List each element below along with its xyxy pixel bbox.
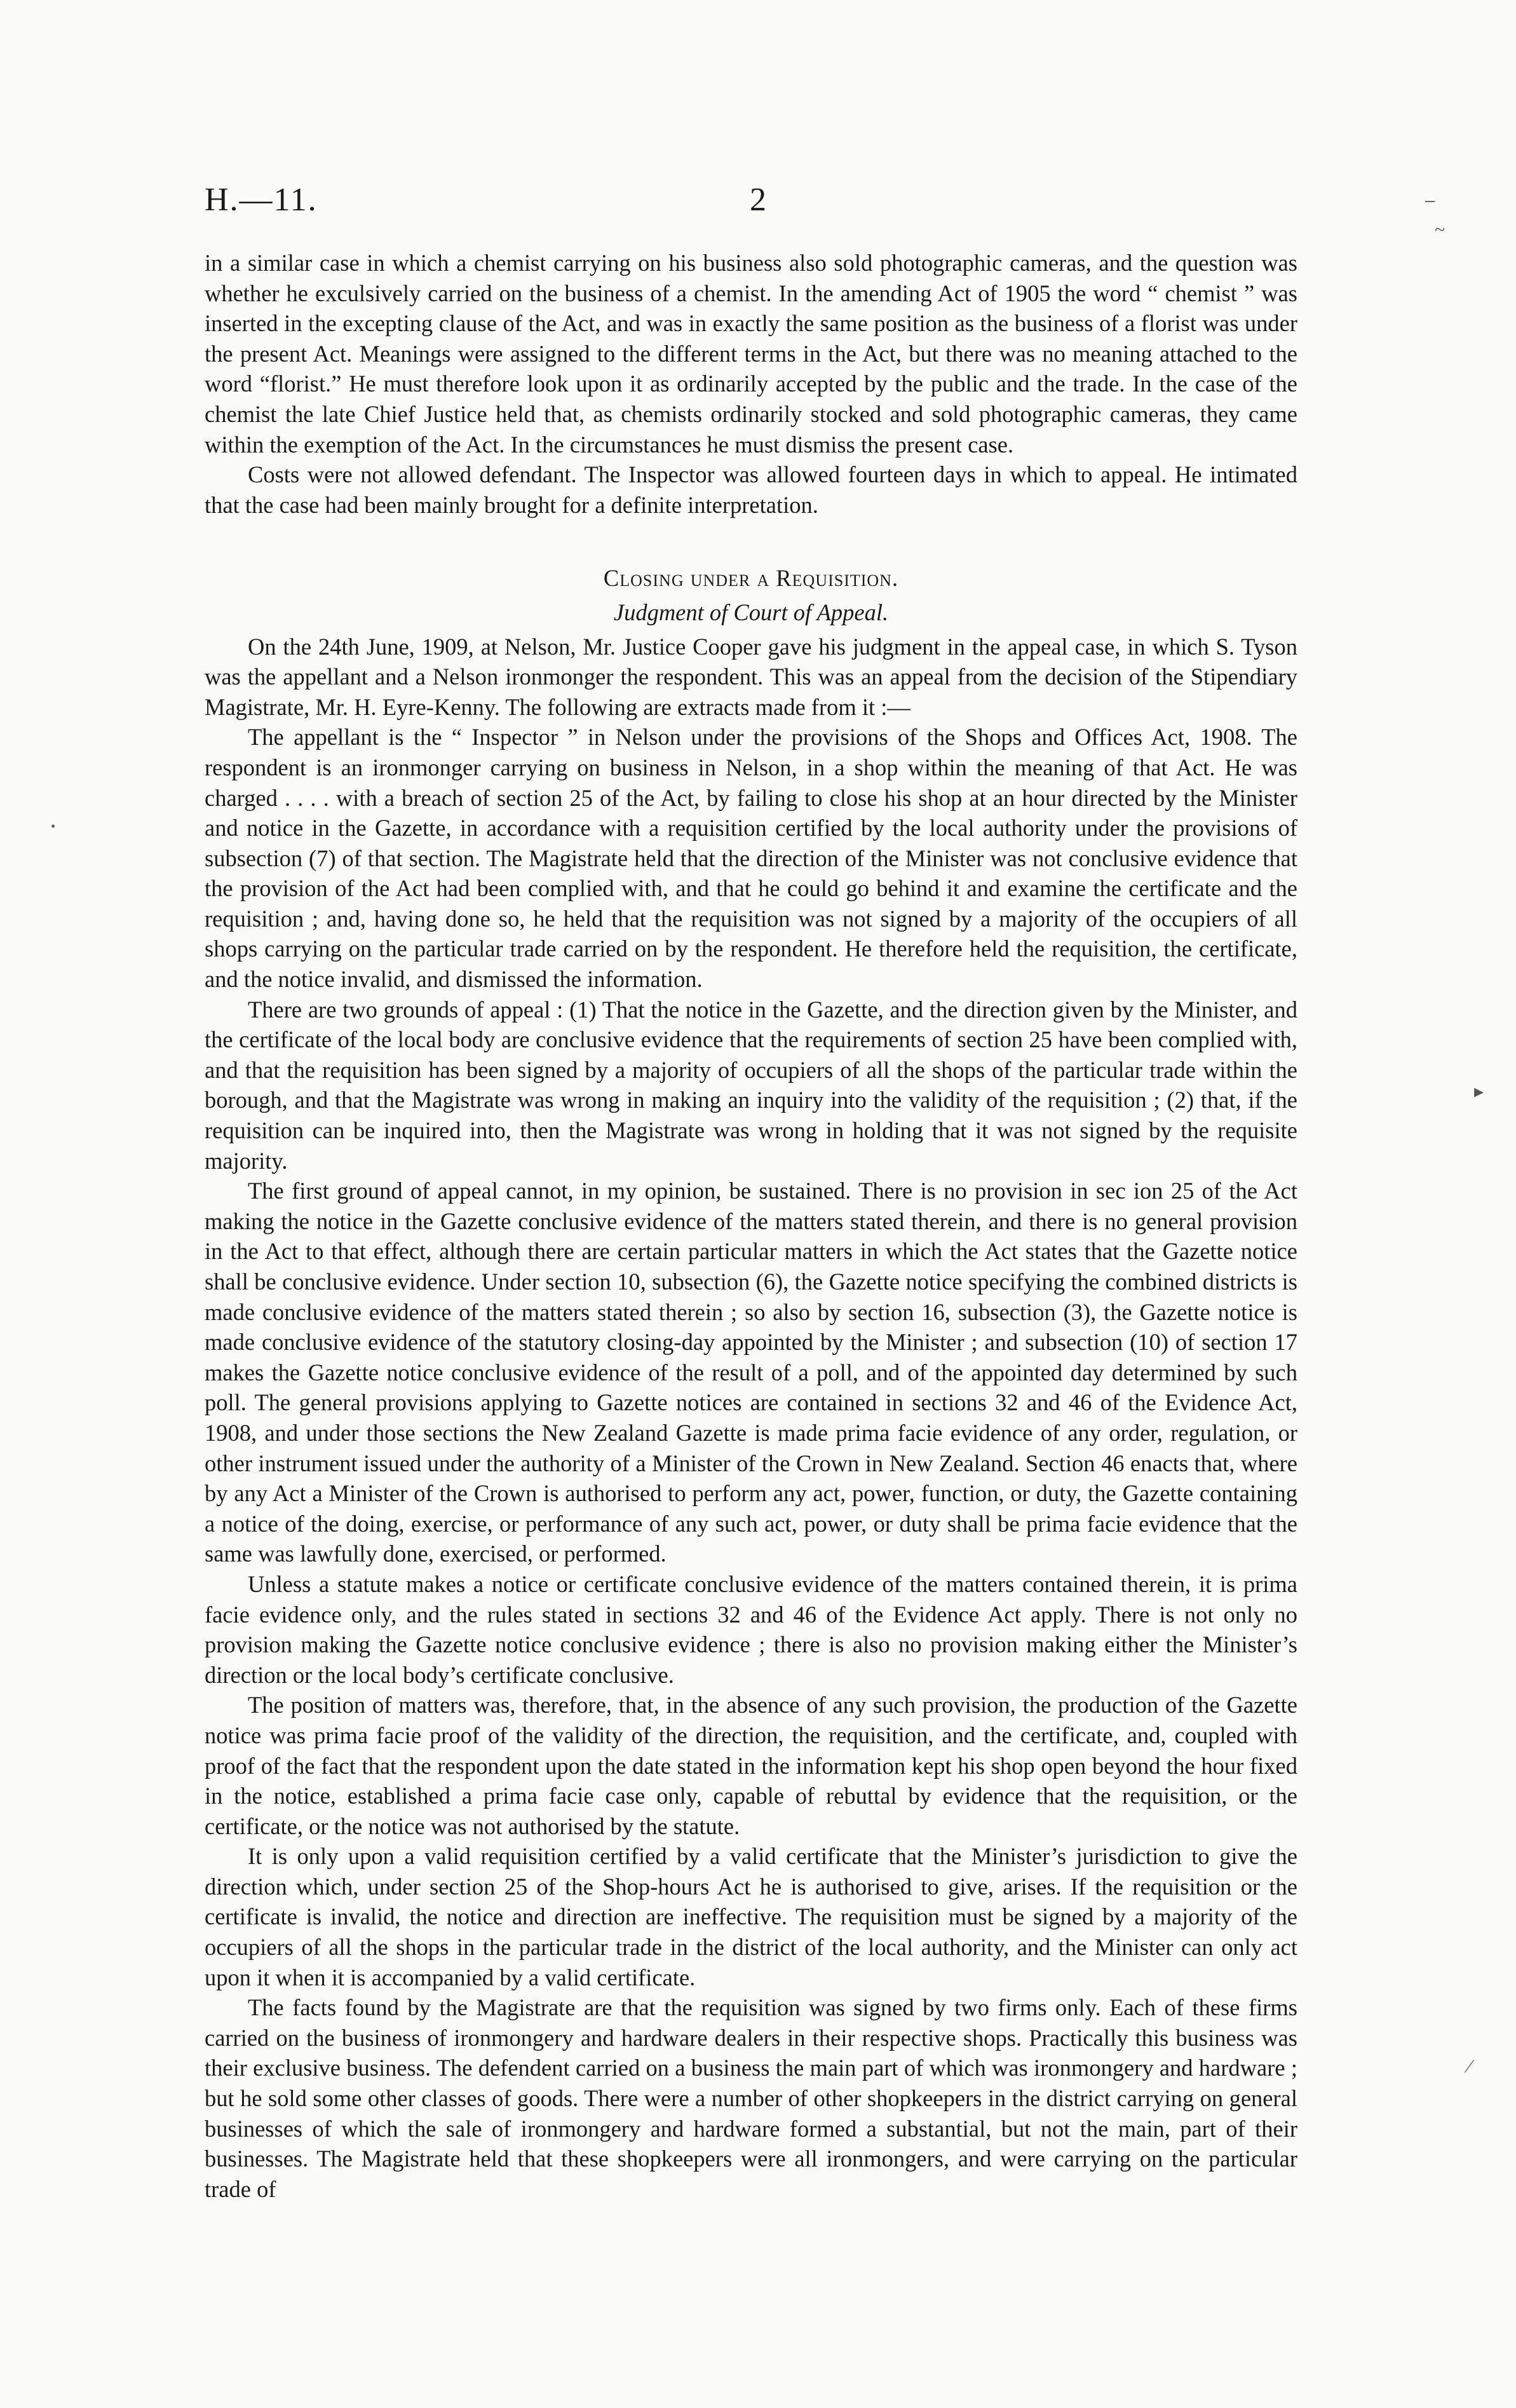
body-paragraph: On the 24th June, 1909, at Nelson, Mr. Justice Cooper gave his judgment in the appeal case, in which S. Tyson was the appellant and a Nelson ironmonger the respondent. This was an appeal from the decision of the Stipendiary Magistrate, Mr. H. Eyre-Kenny. The following are extracts made from it :— (205, 633, 1297, 720)
scan-mark: ⁻ (1423, 191, 1437, 220)
body-paragraph: Unless a statute makes a notice or certificate conclusive evidence of the matters contained therein, it is prima facie evidence only, and the rules stated in sections 32 and 46 of the Evidence Act apply. There is not only no provision making the Gazette notice conclusive evidence ; there is also no provision making either the Minister’s direction or the local body’s certificate conclusive. (205, 1570, 1297, 1688)
scan-mark: ~ (1435, 219, 1445, 240)
page-header (205, 181, 1311, 232)
body-paragraph: It is only upon a valid requisition certified by a valid certificate that the Minister’s jurisdiction to give the direction which, under section 25 of the Shop-hours Act he is authorised to give, arises. If the requisition or the certificate is invalid, the notice and direction are ineffective. The requisition must be signed by a majority of the occupiers of all the shops in the particular trade in the district of the local authority, and the Minister can only act upon it when it is accompanied by a valid certificate. (205, 1843, 1297, 1990)
section-title: Closing under a Requisition. (603, 565, 899, 592)
scan-mark: ⁄ (1468, 2056, 1472, 2077)
body-paragraph: The facts found by the Magistrate are that the requisition was signed by two firms only. Each of these firms carried on the business of ironmongery and hardware dealers in their respective shops. Practically this business was their exclusive business. The defendent carried on a business the main part of which was ironmongery and hardware ; but he sold some other classes of goods. There were a number of other shopkeepers in the district carrying on general businesses of which the sale of ironmongery and hardware formed a substantial, but not the main, part of their businesses. The Magistrate held that these shopkeepers were all ironmongers, and were carrying on the particular trade of (205, 1994, 1297, 2202)
page-number: 2 (750, 182, 766, 218)
document-reference: H.—11. (205, 182, 318, 218)
scan-mark: • (51, 820, 56, 834)
intro-paragraph-1: in a similar case in which a chemist carrying on his business also sold photographic cameras, and the question was whether he exculsively carried on the business of a chemist. In the amending Act of 1905 the word “ chemist ” was inserted in the excepting clause of the Act, and was in exactly the same position as the business of a florist was under the present Act. Meanings were assigned to the different terms in the Act, but there was no meaning attached to the word “florist.” He must therefore look upon it as ordinarily accepted by the public and the trade. In the case of the chemist the late Chief Justice held that, as chemists ordinarily stocked and sold photographic cameras, they came within the exemption of the Act. In the circumstances he must dismiss the present case. (205, 250, 1297, 458)
body-paragraph: The first ground of appeal cannot, in my opinion, be sustained. There is no provision in sec ion 25 of the Act making the notice in the Gazette conclusive evidence of the matters stated therein, and there is no general provision in the Act to that effect, although there are certain particular matters in which the Act states that the Gazette notice shall be conclusive evidence. Under section 10, subsection (6), the Gazette notice specifying the combined districts is made conclusive evidence of the matters stated therein ; so also by section 16, subsection (3), the Gazette notice is made conclusive evidence of the statutory closing-day appointed by the Minister ; and subsection (10) of section 17 makes the Gazette notice conclusive evidence of the result of a poll, and of the appointed day determined by such poll. The general provisions applying to Gazette notices are contained in sections 32 and 46 of the Evidence Act, 1908, and under those sections the New Zealand Gazette is made prima facie evidence of any order, regulation, or other instrument issued under the authority of a Minister of the Crown in New Zealand. Section 46 enacts that, where by any Act a Minister of the Crown is authorised to perform any act, power, function, or duty, the Gazette containing a notice of the doing, exercise, or performance of any such act, power, or duty shall be prima facie evidence that the same was lawfully done, exercised, or performed. (205, 1178, 1297, 1567)
body-paragraph: There are two grounds of appeal : (1) That the notice in the Gazette, and the direction given by the Minister, and the certificate of the local body are conclusive evidence that the requirements of section 25 have been complied with, and that the requisition has been signed by a majority of occupiers of all the shops of the particular trade within the borough, and that the Magistrate was wrong in making an inquiry into the validity of the requisition ; (2) that, if the requisition can be inquired into, then the Magistrate was wrong in holding that it was not signed by the requisite majority. (205, 996, 1297, 1174)
body-paragraph: The position of matters was, therefore, that, in the absence of any such provision, the production of the Gazette notice was prima facie proof of the validity of the direction, the requisition, and the certificate, and, coupled with proof of the fact that the respondent upon the date stated in the information kept his shop open beyond the hour fixed in the notice, established a prima facie case only, capable of rebuttal by evidence that the requisition, or the certificate, or the notice was not authorised by the statute. (205, 1692, 1297, 1839)
body-paragraph: The appellant is the “ Inspector ” in Nelson under the provisions of the Shops and Offices Act, 1908. The respondent is an ironmonger carrying on business in Nelson, in a shop within the meaning of that Act. He was charged . . . . with a breach of section 25 of the Act, by failing to close his shop at an hour directed by the Minister and notice in the Gazette, in accordance with a requisition certified by the local authority under the provisions of subsection (7) of that section. The Magistrate held that the direction of the Minister was not conclusive evidence that the provision of the Act had been complied with, and that he could go behind it and examine the certificate and the requisition ; and, having done so, he held that the requisition was not signed by a majority of the occupiers of all shops carrying on the particular trade carried on by the respondent. He therefore held the requisition, the certificate, and the notice invalid, and dismissed the information. (205, 724, 1297, 993)
scan-mark: ▸ (1474, 1081, 1484, 1102)
section-subtitle: Judgment of Court of Appeal. (613, 599, 889, 625)
intro-paragraph-2: Costs were not allowed defendant. The Inspector was allowed fourteen days in which to appeal. He intimated that the case had been mainly brought for a definite interpretation. (205, 461, 1297, 518)
page-body (205, 248, 1297, 2204)
